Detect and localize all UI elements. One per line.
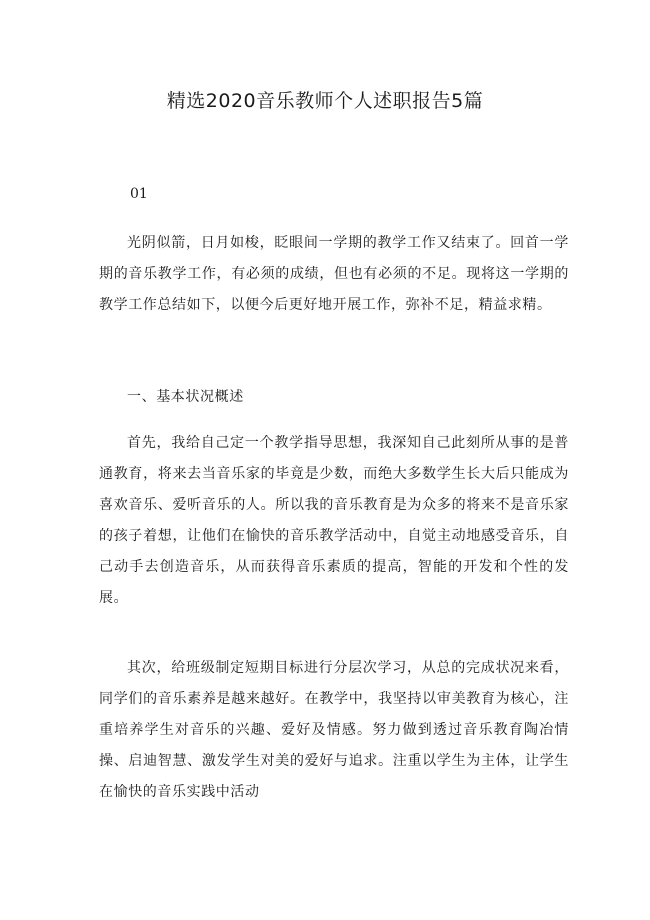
paragraph-first: 首先，我给自己定一个教学指导思想，我深知自己此刻所从事的是普通教育，将来去当音乐家的毕竟是少数，而绝大多数学生长大后只能成为喜欢音乐、爱听音乐的人。所以我的音乐教育是为众多的将来不是音乐家的孩子着想，让他们在愉快的音乐教学活动中，自觉主动地感受音乐，自己动手去创造音乐，从而获得音乐素质的提高，智能的开发和个性的发展。	[99, 435, 569, 606]
paragraph-intro: 光阴似箭，日月如梭，眨眼间一学期的教学工作又结束了。回首一学期的音乐教学工作，有必须的成绩，但也有必须的不足。现将这一学期的教学工作总结如下，以便今后更好地开展工作，弥补不足，精益求精。	[99, 235, 569, 313]
section-number: 01	[130, 186, 148, 202]
section-heading-basic-overview: 一、基本状况概述	[127, 389, 244, 405]
paragraph-second: 其次，给班级制定短期目标进行分层次学习，从总的完成状况来看，同学们的音乐素养是越来越好。在教学中，我坚持以审美教育为核心，注重培养学生对音乐的兴趣、爱好及情感。努力做到透过音乐教育陶冶情操、启迪智慧、激发学生对美的爱好与追求。注重以学生为主体，让学生在愉快的音乐实践中活动	[99, 660, 569, 800]
document-title: 精选2020音乐教师个人述职报告5篇	[166, 90, 484, 112]
